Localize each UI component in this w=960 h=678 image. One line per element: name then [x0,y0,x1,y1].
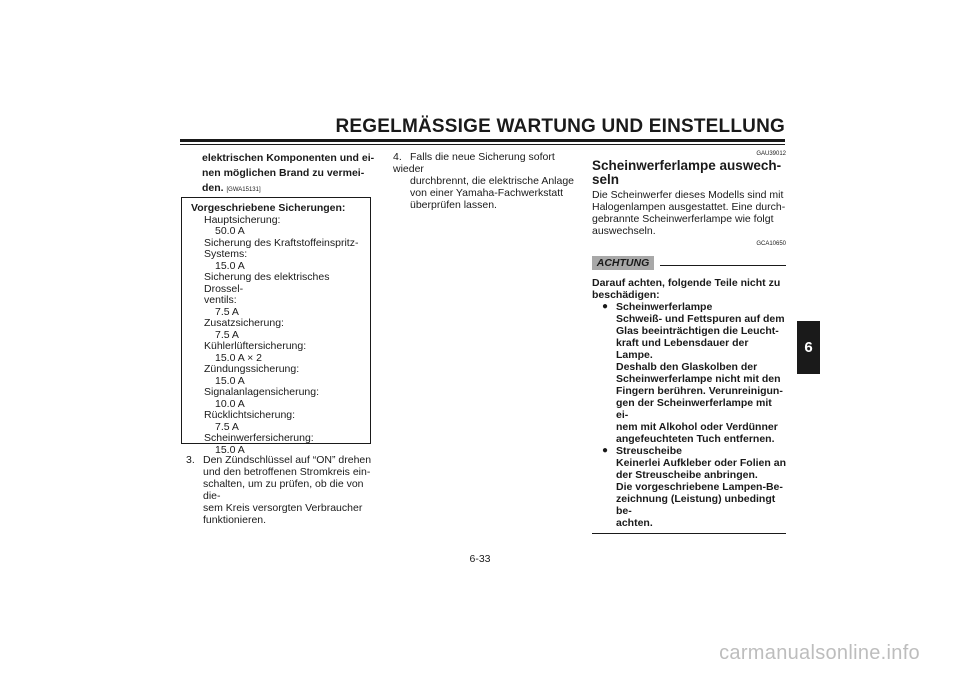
fuse-value: 15.0 A [215,374,245,387]
fuse-value: 7.5 A [215,328,239,341]
caution-header [592,255,786,273]
warning-continuation [202,151,376,198]
column-right [592,151,786,534]
bullet-line: gen der Scheinwerferlampe mit ei- [616,397,772,421]
intro-paragraph [592,189,786,237]
bullet-line: achten. [616,517,653,529]
step-line: von einer Yamaha-Fachwerkstatt [410,187,564,199]
bullet-line: Glas beeinträchtigen die Leucht- [616,325,779,337]
fuse-value: 7.5 A [215,305,239,318]
step-line: und den betroffenen Stromkreis ein- [203,466,371,478]
bullet-item [602,445,786,529]
caution-line: Darauf achten, folgende Teile nicht zu [592,277,781,289]
fuse-value: 50.0 A [215,225,245,237]
step-line [186,454,381,466]
step-line: funktionieren. [203,514,267,526]
intro-line: Die Scheinwerfer dieses Modells sind mit [592,189,784,201]
header-rule-thin [180,144,785,145]
page-number: 6-33 [469,553,491,565]
fuse-label: Hauptsicherung: [204,213,281,226]
caution-code: GCA10650 [756,241,786,247]
page-header-title: REGELMÄSSIGE WARTUNG UND EINSTELLUNG [335,116,785,137]
fuse-label: ventils: [204,294,237,306]
bullet-title: Streuscheibe [616,445,682,457]
fuse-value: 15.0 A × 2 [215,351,263,364]
fuse-label: Sicherung des Kraftstoffeinspritz- [204,236,359,249]
section-code: GAU39012 [756,151,786,157]
step-line: überprüfen lassen. [410,199,497,211]
warning-line: nen möglichen Brand zu vermei- [202,167,365,179]
bullet-title: Scheinwerferlampe [616,301,713,313]
intro-line: auswechseln. [592,225,656,237]
bullet-line: Fingern berühren. Verunreinigun- [616,385,783,397]
bullet-line: Deshalb den Glaskolben der [616,361,758,373]
step-number: 4. [393,151,402,163]
bullet-line: kraft und Lebensdauer der Lampe. [616,337,749,361]
fuse-label: Zusatzsicherung: [204,317,284,329]
step-3 [186,454,381,526]
step-text: Den Zündschlüssel auf “ON” drehen [203,454,372,466]
fuse-value: 10.0 A [215,397,245,410]
column-middle [393,151,578,211]
fuse-spec-box [181,197,371,456]
step-number: 3. [186,454,195,466]
fuse-label: Kühlerlüftersicherung: [204,340,307,352]
step-line: sem Kreis versorgten Verbraucher [203,502,363,514]
fuse-label: Scheinwerfersicherung: [204,432,314,444]
heading-line: Scheinwerferlampe auswech- [592,158,782,173]
bullet-line: Scheinwerferlampe nicht mit den [616,373,781,385]
fuse-label: Sicherung des elektrisches Drossel- [204,271,330,295]
caution-end-rule [592,533,786,534]
warning-code: [GWA15131] [226,187,261,193]
chapter-tab: 6 [797,321,820,374]
bullet-line: nem mit Alkohol oder Verdünner [616,421,778,433]
step-text: Falls die neue Sicherung sofort wieder [393,151,555,175]
fuse-label: Rücklichtsicherung: [204,409,296,421]
heading-line: seln [592,172,620,187]
bullet-dot-icon: ● [602,445,609,456]
bullet-line: Keinerlei Aufkleber oder Folien an [616,457,786,469]
fuse-label: Zündungssicherung: [204,363,300,375]
warning-line: elektrischen Komponenten und ei- [202,152,375,164]
warning-line-text: den. [202,182,224,194]
step-line: schalten, um zu prüfen, ob die von die- [203,478,364,502]
fuse-label: Systems: [204,248,248,260]
intro-line: gebrannte Scheinwerferlampe wie folgt [592,213,774,225]
caution-line: beschädigen: [592,289,660,301]
fuse-value: 15.0 A [215,443,245,456]
bullet-line: Schweiß- und Fettspuren auf dem [616,313,785,325]
bullet-line: der Streuscheibe anbringen. [616,469,758,481]
bullet-body [616,445,786,529]
watermark-text: carmanualsonline.info [719,642,920,664]
bullet-line: zeichnung (Leistung) unbedingt be- [616,493,776,517]
bullet-dot-icon: ● [602,301,609,312]
bullet-body [616,301,786,445]
bullet-item [602,301,786,445]
bullet-line: angefeuchteten Tuch entfernen. [616,433,775,445]
fuse-label: Signalanlagensicherung: [204,386,320,398]
fuse-value: 15.0 A [215,259,245,272]
caution-badge: ACHTUNG [592,256,654,270]
warning-line [202,181,376,198]
header-rule-thick [180,139,785,142]
fuse-value: 7.5 A [215,420,239,433]
fuse-box-title: Vorgeschriebene Sicherungen: [191,202,346,214]
bullet-line: Die vorgeschriebene Lampen-Be- [616,481,783,493]
step-line [393,151,578,175]
intro-line: Halogenlampen ausgestattet. Eine durch- [592,201,786,213]
section-heading [592,159,786,187]
column-left [186,151,376,198]
caution-block [592,277,786,529]
step-line: durchbrennt, die elektrische Anlage [410,175,575,187]
caution-rule [660,265,786,266]
